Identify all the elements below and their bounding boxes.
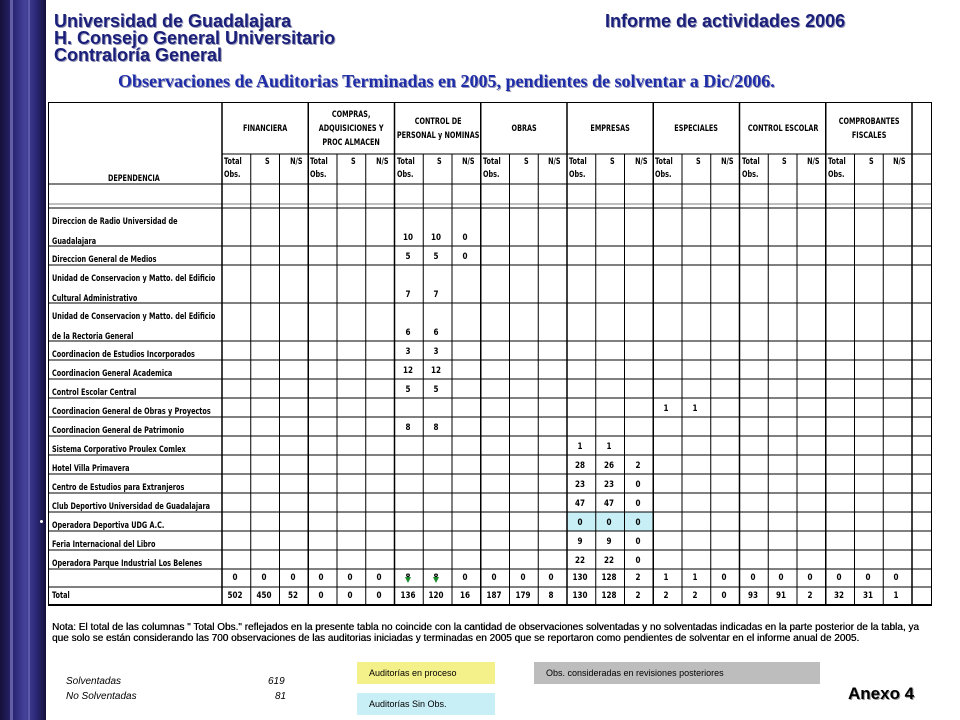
column-subheader: S xyxy=(523,157,529,167)
no-solventadas-value: 81 xyxy=(275,691,287,702)
council-title: H. Consejo General Universitario xyxy=(54,28,336,48)
column-subheader: N/S xyxy=(548,157,561,167)
column-subheader: Total Obs. xyxy=(224,157,242,180)
sum-value-cell: 1 xyxy=(663,573,669,583)
no-solventadas-label: No Solventadas xyxy=(66,691,137,702)
sum-value-cell: 0 xyxy=(347,573,353,583)
total-value-cell: 1 xyxy=(893,591,899,601)
group-header: OBRAS xyxy=(511,124,537,134)
total-value-cell: 91 xyxy=(776,591,787,601)
total-value-cell: 93 xyxy=(747,591,758,601)
value-cell: 6 xyxy=(404,328,410,338)
column-subheader: Total Obs. xyxy=(741,157,760,180)
total-value-cell: 179 xyxy=(514,591,531,601)
value-cell: 0 xyxy=(462,252,468,262)
sum-value-cell: 130 xyxy=(572,573,588,583)
total-value-cell: 31 xyxy=(862,591,873,601)
value-cell: 1 xyxy=(663,404,669,414)
total-value-cell: 8 xyxy=(548,591,554,601)
sum-value-cell: 0 xyxy=(491,573,497,583)
column-subheader: Total Obs. xyxy=(396,157,415,180)
group-header: EMPRESAS xyxy=(590,124,630,134)
dependency-name: Coordinacion General Academica xyxy=(52,369,173,379)
dependency-name: Unidad de Conservacion y Matto. del Edificio de la Rectoria General xyxy=(52,312,216,342)
value-cell: 5 xyxy=(404,385,410,395)
sum-value-cell: 0 xyxy=(289,573,295,583)
column-subheader: S xyxy=(868,157,874,167)
value-cell: 3 xyxy=(404,347,410,357)
total-value-cell: 130 xyxy=(572,591,588,601)
group-header: CONTROL ESCOLAR xyxy=(747,124,818,134)
value-cell: 23 xyxy=(574,480,586,490)
total-value-cell: 2 xyxy=(634,591,640,601)
value-cell: 23 xyxy=(603,480,614,490)
sum-value-cell: 0 xyxy=(864,573,870,583)
office-title: Contraloría General xyxy=(54,45,223,65)
value-cell: 5 xyxy=(433,252,439,262)
sum-value-cell: 0 xyxy=(548,573,554,583)
dependency-name: Direccion General de Medios xyxy=(52,255,157,265)
value-cell: 1 xyxy=(692,404,698,414)
value-cell: 26 xyxy=(603,461,614,471)
value-cell: 47 xyxy=(574,499,586,509)
value-cell: 10 xyxy=(402,233,413,243)
column-subheader: Total Obs. xyxy=(482,157,501,180)
value-cell: 1 xyxy=(606,442,612,452)
left-decorative-bar xyxy=(0,0,46,720)
column-subheader: Total Obs. xyxy=(827,157,846,180)
dependency-column-header: DEPENDENCIA xyxy=(108,174,160,184)
table-note: Nota: El total de las columnas " Total Obs." reflejados en la presente tabla no coincide con la cantidad de observaciones solventadas y no solventadas indicadas en la parte posterior de la tabla, ya que solo se están considerando las 700 observaciones de las auditorias iniciadas y terminadas en 2005 que se reportaron como pendientes de solventar en el informe anual de 2005. xyxy=(52,622,919,644)
dependency-name: Coordinacion General de Patrimonio xyxy=(52,426,185,436)
total-value-cell: 450 xyxy=(256,591,272,601)
value-cell: 6 xyxy=(433,328,439,338)
value-cell: 28 xyxy=(574,461,586,471)
total-value-cell: 187 xyxy=(486,591,502,601)
sum-value-cell: 0 xyxy=(318,573,324,583)
value-cell: 0 xyxy=(634,556,640,566)
dependency-name: Hotel Villa Primavera xyxy=(52,464,130,474)
group-header: FINANCIERA xyxy=(242,124,288,134)
value-cell: 9 xyxy=(577,537,583,547)
dependency-name: Coordinacion de Estudios Incorporados xyxy=(52,350,195,360)
dependency-name: Feria Internacional del Libro xyxy=(52,540,156,550)
value-cell: 0 xyxy=(634,537,640,547)
observations-table xyxy=(48,102,932,616)
column-subheader: Total Obs. xyxy=(310,157,328,180)
sum-value-cell: 0 xyxy=(462,573,468,583)
value-cell: 22 xyxy=(603,556,614,566)
sum-value-cell: 0 xyxy=(519,573,525,583)
total-value-cell: 16 xyxy=(459,591,471,601)
sum-value-cell: 0 xyxy=(893,573,899,583)
value-cell: 0 xyxy=(634,499,640,509)
column-subheader: S xyxy=(782,157,787,167)
value-cell: 3 xyxy=(433,347,439,357)
value-cell: 12 xyxy=(431,366,442,376)
column-subheader: S xyxy=(696,157,701,167)
total-value-cell: 128 xyxy=(601,591,617,601)
column-subheader: S xyxy=(437,157,442,167)
column-subheader: N/S xyxy=(462,157,475,167)
sum-value-cell: 0 xyxy=(778,573,784,583)
legend-no-obs: Auditorías Sin Obs. xyxy=(357,693,495,715)
bar-dot xyxy=(40,520,43,523)
column-subheader: N/S xyxy=(720,157,734,167)
column-subheader: S xyxy=(609,157,615,167)
sum-value-cell: 8 xyxy=(404,573,410,583)
total-value-cell: 0 xyxy=(721,591,727,601)
value-cell: 9 xyxy=(606,537,612,547)
sum-value-cell: 128 xyxy=(601,573,617,583)
group-header: COMPRAS, ADQUISICIONES Y PROC ALMACEN xyxy=(318,110,384,148)
dependency-name: Operadora Deportiva UDG A.C. xyxy=(52,521,165,531)
dependency-name: Control Escolar Central xyxy=(52,388,137,398)
sum-value-cell: 0 xyxy=(749,573,755,583)
value-cell: 10 xyxy=(431,233,442,243)
value-cell: 5 xyxy=(433,385,439,395)
dependency-name: Club Deportivo Universidad de Guadalajara xyxy=(52,502,211,512)
group-header: ESPECIALES xyxy=(674,124,719,134)
total-value-cell: 0 xyxy=(347,591,353,601)
value-cell: 12 xyxy=(402,366,413,376)
dependency-name: Unidad de Conservacion y Matto. del Edificio Cultural Administrativo xyxy=(52,274,216,304)
solventadas-value: 619 xyxy=(268,676,285,687)
value-cell: 0 xyxy=(606,518,612,528)
solventadas-label: Solventadas xyxy=(66,676,122,687)
sum-value-cell: 1 xyxy=(692,573,698,583)
check-mark-icon xyxy=(405,577,411,583)
column-subheader: N/S xyxy=(289,157,303,167)
total-value-cell: 0 xyxy=(376,591,382,601)
total-label: Total xyxy=(52,591,70,601)
value-cell: 7 xyxy=(433,290,439,300)
column-subheader: N/S xyxy=(375,157,389,167)
sum-value-cell: 0 xyxy=(721,573,727,583)
value-cell: 5 xyxy=(404,252,410,262)
bar-stripe xyxy=(10,0,13,720)
legend-in-process: Auditorías en proceso xyxy=(357,662,495,684)
sum-value-cell: 0 xyxy=(807,573,813,583)
check-mark-icon xyxy=(433,577,439,583)
value-cell: 8 xyxy=(433,423,439,433)
sum-value-cell: 0 xyxy=(376,573,382,583)
annex-label: Anexo 4 xyxy=(848,684,915,703)
legend-considered: Obs. consideradas en revisiones posteriores xyxy=(534,662,820,684)
column-subheader: S xyxy=(264,157,270,167)
bar-stripe xyxy=(28,0,30,720)
dependency-name: Operadora Parque Industrial Los Belenes xyxy=(52,559,203,569)
sum-value-cell: 0 xyxy=(261,573,267,583)
university-title: Universidad de Guadalajara xyxy=(54,11,292,31)
sum-value-cell: 0 xyxy=(836,573,842,583)
value-cell: 0 xyxy=(462,233,468,243)
total-value-cell: 136 xyxy=(399,591,416,601)
dependency-name: Direccion de Radio Universidad de Guadalajara xyxy=(52,217,178,247)
total-value-cell: 120 xyxy=(428,591,444,601)
value-cell: 1 xyxy=(577,442,583,452)
column-subheader: N/S xyxy=(893,157,906,167)
total-value-cell: 502 xyxy=(227,591,243,601)
group-header: CONTROL DE PERSONAL y NOMINAS xyxy=(396,117,479,141)
value-cell: 2 xyxy=(634,461,640,471)
total-value-cell: 32 xyxy=(833,591,844,601)
total-value-cell: 2 xyxy=(807,591,813,601)
total-value-cell: 52 xyxy=(287,591,298,601)
value-cell: 0 xyxy=(634,480,640,490)
total-value-cell: 2 xyxy=(692,591,698,601)
page-subtitle: Observaciones de Auditorias Terminadas en 2005, pendientes de solventar a Dic/2006. xyxy=(118,71,775,91)
report-title: Informe de actividades 2006 xyxy=(605,11,846,31)
dependency-name: Centro de Estudios para Extranjeros xyxy=(52,483,185,493)
column-subheader: Total Obs. xyxy=(569,157,587,180)
value-cell: 0 xyxy=(634,518,640,528)
column-subheader: Total Obs. xyxy=(655,157,673,180)
sum-value-cell: 0 xyxy=(232,573,238,583)
dependency-name: Coordinacion General de Obras y Proyectos xyxy=(52,407,211,417)
value-cell: 7 xyxy=(404,290,410,300)
column-subheader: N/S xyxy=(634,157,648,167)
total-value-cell: 0 xyxy=(318,591,324,601)
column-subheader: N/S xyxy=(807,157,820,167)
value-cell: 47 xyxy=(603,499,614,509)
value-cell: 22 xyxy=(574,556,586,566)
group-header: COMPROBANTES FISCALES xyxy=(838,117,900,141)
column-subheader: S xyxy=(351,157,356,167)
sum-value-cell: 2 xyxy=(634,573,640,583)
value-cell: 8 xyxy=(404,423,410,433)
sum-value-cell: 8 xyxy=(433,573,439,583)
value-cell: 0 xyxy=(577,518,583,528)
dependency-name: Sistema Corporativo Proulex Comlex xyxy=(52,445,186,455)
total-value-cell: 2 xyxy=(663,591,669,601)
